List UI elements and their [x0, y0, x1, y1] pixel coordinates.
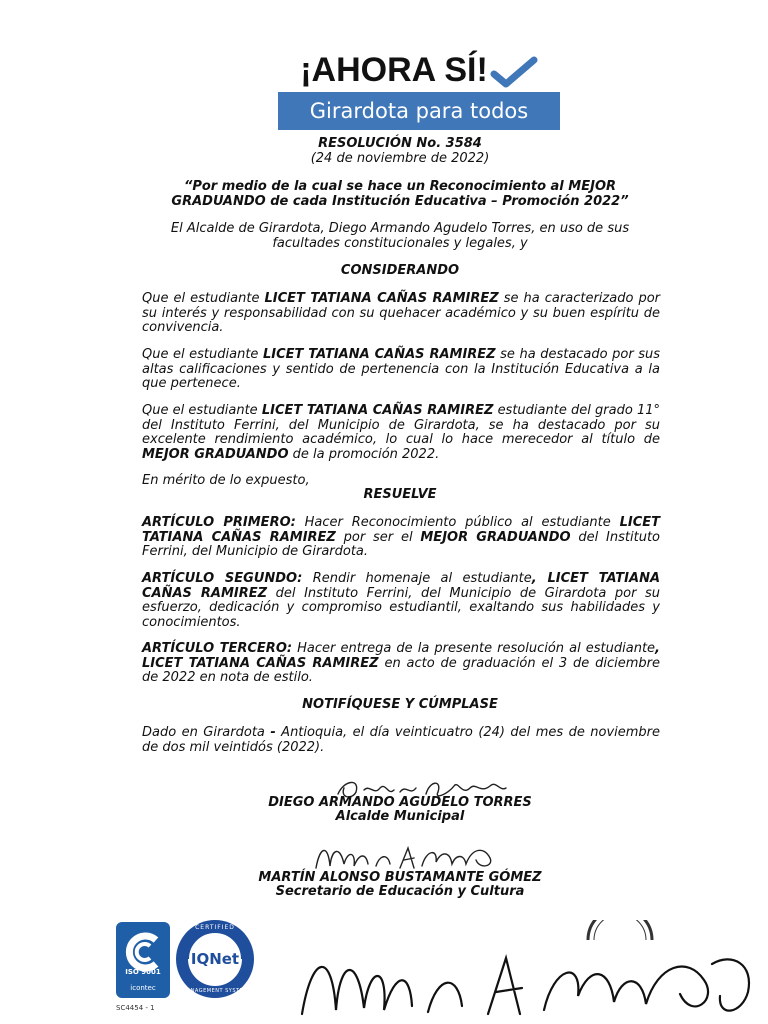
merit-line: En mérito de lo expuesto,	[142, 473, 310, 488]
given-text-a: Dado en Girardota	[142, 725, 265, 740]
article-second	[142, 572, 660, 630]
resolve-heading: RESUELVE	[363, 487, 437, 502]
student-name: LICET TATIANA CAÑAS RAMIREZ	[264, 291, 499, 306]
mayor-role: Alcalde Municipal	[335, 809, 465, 824]
article-third-text-b: en acto de graduación el 3 de diciembre de 2022 en nota de estilo.	[142, 655, 661, 685]
preamble-line1: El Alcalde de Girardota, Diego Armando Agudelo Torres, en uso de sus	[170, 221, 630, 236]
article-third-label: ARTÍCULO TERCERO:	[142, 641, 293, 656]
consideration-paragraph-1	[142, 292, 660, 336]
consideration-2-text-a: Que el estudiante	[142, 347, 259, 362]
notify-heading: NOTIFÍQUESE Y CÚMPLASE	[302, 697, 498, 712]
student-name: LICET TATIANA CAÑAS RAMIREZ	[142, 515, 660, 545]
given-dash: -	[270, 725, 276, 740]
article-third	[142, 642, 660, 686]
icontec-label: icontec	[130, 984, 156, 992]
iqnet-logo	[174, 918, 256, 1000]
secretary-name: MARTÍN ALONSO BUSTAMANTE GÓMEZ	[258, 870, 542, 885]
iqnet-ring-top: CERTIFIED	[195, 924, 235, 931]
consideration-3-text-b: estudiante del grado 11° del Instituto Ferrini, del Municipio de Girardota, se ha destacado por su excelente rendimiento académico, lo cual lo hace merecedor al título de	[142, 403, 660, 447]
large-signature-overlay	[292, 944, 762, 1024]
article-second-text-a: Rendir homenaje al estudiante	[312, 571, 532, 586]
certificate-code: SC4454 - 1	[116, 1004, 155, 1012]
logo-tagline: Girardota para todos	[278, 92, 560, 130]
student-name: , LICET TATIANA CAÑAS RAMIREZ	[142, 571, 661, 601]
given-text-b: Antioquia, el día veinticuatro (24) del mes de noviembre de dos mil veintidós (2022).	[142, 725, 661, 755]
resolution-title-line1: “Por medio de la cual se hace un Reconocimiento al MEJOR	[183, 179, 617, 194]
article-first-text-c: del Instituto Ferrini, del Municipio de Girardota.	[142, 529, 660, 559]
article-first-text-a: Hacer Reconocimiento público al estudiante	[304, 515, 611, 530]
student-name: LICET TATIANA CAÑAS RAMIREZ	[261, 403, 494, 418]
municipal-seal-icon	[584, 920, 656, 940]
student-name: , LICET TATIANA CAÑAS RAMIREZ	[142, 641, 660, 671]
iqnet-label: IQNet	[190, 950, 240, 968]
mayor-name: DIEGO ARMANDO AGUDELO TORRES	[268, 795, 532, 810]
award-title: MEJOR GRADUANDO	[142, 446, 289, 462]
article-second-label: ARTÍCULO SEGUNDO:	[142, 571, 303, 586]
iso-label: ISO 9001	[125, 968, 161, 976]
logo-wordmark: ¡AHORA SÍ!	[300, 51, 488, 89]
consideration-2-text-b: se ha destacado por sus altas calificaciones y sentido de pertenencia con la Institución Educativa a la que pertenece.	[142, 347, 661, 391]
header-logo	[278, 50, 560, 132]
given-paragraph	[142, 726, 660, 755]
article-first	[142, 516, 660, 560]
resolution-title-line2: GRADUANDO de cada Institución Educativa – Promoción 2022”	[171, 194, 629, 209]
award-title: MEJOR GRADUANDO	[420, 529, 571, 545]
resolution-date: (24 de noviembre de 2022)	[310, 151, 490, 166]
resolution-number: RESOLUCIÓN No. 3584	[318, 136, 482, 151]
preamble-line2: facultades constitucionales y legales, y	[272, 236, 528, 251]
article-first-text-b: por ser el	[343, 529, 413, 545]
consideration-3-text-c: de la promoción 2022.	[292, 446, 440, 462]
consideration-1-text-a: Que el estudiante	[142, 291, 260, 306]
consideration-paragraph-2	[142, 348, 660, 392]
iqnet-ring-bottom: MANAGEMENT SYSTEM	[181, 988, 249, 994]
considering-heading: CONSIDERANDO	[340, 263, 460, 278]
logo-wordmark-row	[278, 50, 560, 90]
article-first-label: ARTÍCULO PRIMERO:	[142, 515, 296, 530]
article-second-text-b: del Instituto Ferrini, del Municipio de Girardota por su esfuerzo, dedicación y compromiso estudiantil, exaltando sus habilidades y conocimientos.	[142, 585, 661, 630]
consideration-3-text-a: Que el estudiante	[142, 403, 258, 418]
secretary-role: Secretario de Educación y Cultura	[275, 884, 525, 899]
student-name: LICET TATIANA CAÑAS RAMIREZ	[262, 347, 496, 362]
consideration-1-text-b: se ha caracterizado por su interés y responsabilidad con su quehacer académico y su buen espíritu de convivencia.	[142, 291, 660, 335]
article-third-text-a: Hacer entrega de la presente resolución al estudiante	[297, 641, 656, 656]
consideration-paragraph-3	[142, 404, 660, 462]
check-icon	[490, 56, 538, 90]
icontec-logo	[116, 922, 170, 1000]
